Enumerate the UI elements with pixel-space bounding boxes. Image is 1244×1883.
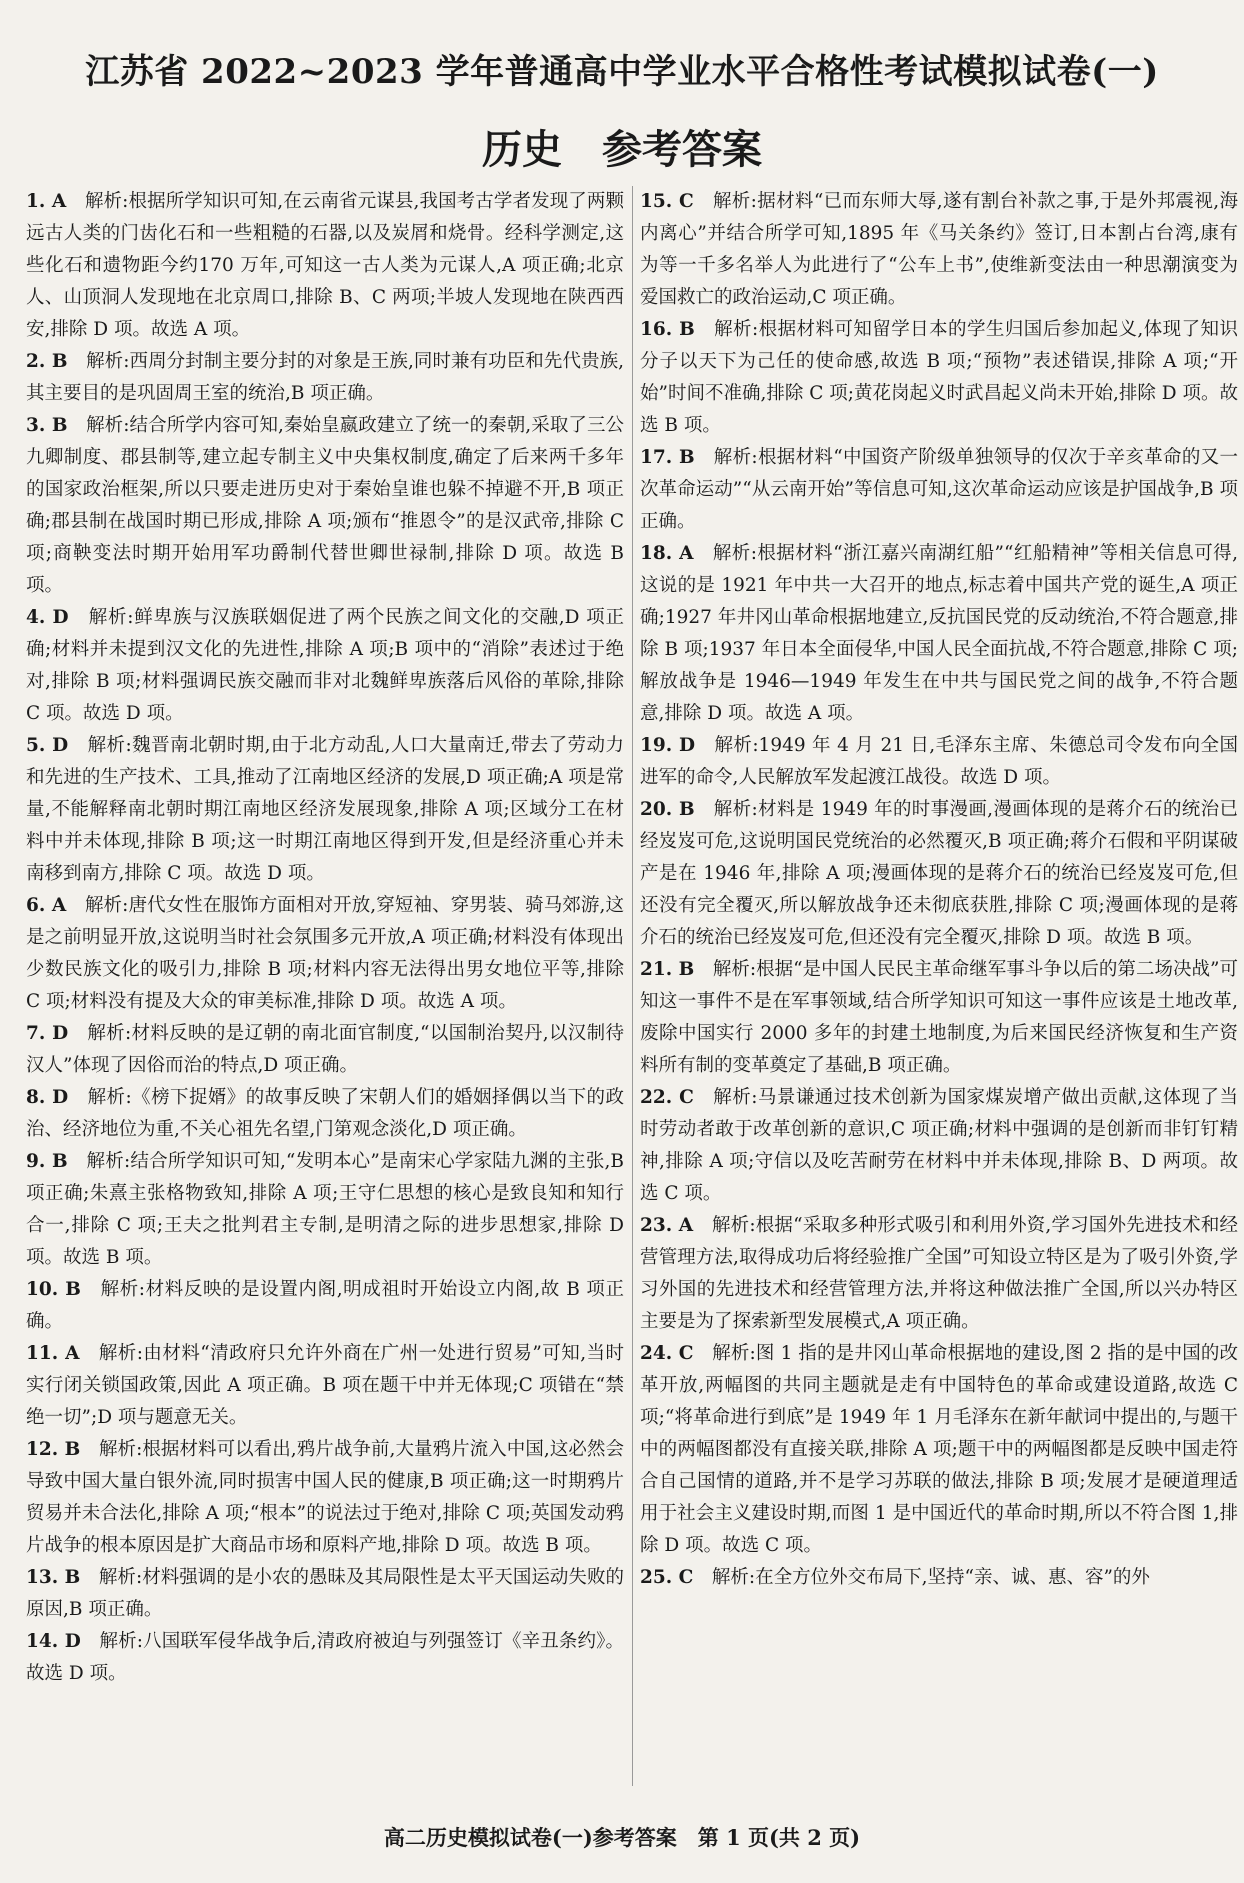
answer-explanation: 解析:据材料“已而东师大辱,遂有割台补款之事,于是外邦震视,海内离心”并结合所学可知,1895 年《马关条约》签订,日本割占台湾,康有为等一千多名举人为此进行了“公车上书”,使维新变法由一种思潮演变为爱国救亡的政治运动,C 项正确。: [640, 191, 1238, 308]
answer-number: 12. B: [26, 1439, 81, 1460]
answer-explanation: 解析:材料反映的是辽朝的南北面官制度,“以国制治契丹,以汉制待汉人”体现了因俗而治的特点,D 项正确。: [26, 1023, 624, 1076]
answer-explanation: 解析:魏晋南北朝时期,由于北方动乱,人口大量南迁,带去了劳动力和先进的生产技术、工具,推动了江南地区经济的发展,D 项正确;A 项是常量,不能解释南北朝时期江南地区经济发展现象,排除 A 项;区域分工在材料中并未体现,排除 B 项;这一时期江南地区得到开发,但是经济重心并未南移到南方,排除 C 项。故选 D 项。: [26, 735, 624, 884]
right-column: [640, 186, 1238, 1786]
answer-explanation: 解析:根据“采取多种形式吸引和利用外资,学习国外先进技术和经营管理方法,取得成功后将经验推广全国”可知设立特区是为了吸引外资,学习外国的先进技术和经营管理方法,并将这种做法推广全国,所以兴办特区主要是为了探索新型发展模式,A 项正确。: [640, 1215, 1238, 1332]
answer-item: [640, 1210, 1238, 1338]
page-title: 江苏省 2022~2023 学年普通高中学业水平合格性考试模拟试卷(一): [85, 52, 1159, 92]
answer-item: [26, 1434, 624, 1562]
answer-item: [640, 730, 1238, 794]
answer-number: 20. B: [640, 799, 695, 820]
answer-number: 16. B: [640, 319, 695, 340]
answer-explanation: 解析:材料是 1949 年的时事漫画,漫画体现的是蒋介石的统治已经岌岌可危,这说明国民党统治的必然覆灭,B 项正确;蒋介石假和平阴谋破产是在 1946 年,排除 A 项;漫画体现的是蒋介石的统治已经岌岌可危,但还没有完全覆灭,所以解放战争还未彻底获胜,排除 C 项;漫画体现的是蒋介石的统治已经岌岌可危,但还没有完全覆灭,排除 D 项。故选 B 项。: [640, 799, 1238, 948]
answer-number: 1. A: [26, 191, 67, 212]
answer-number: 5. D: [26, 735, 69, 756]
answer-number: 19. D: [640, 735, 696, 756]
answer-item: [640, 1082, 1238, 1210]
answer-number: 24. C: [640, 1343, 694, 1364]
answer-item: [26, 1274, 624, 1338]
answer-number: 25. C: [640, 1567, 694, 1588]
answer-number: 4. D: [26, 607, 69, 628]
answer-number: 23. A: [640, 1215, 694, 1236]
answer-item: [640, 794, 1238, 954]
answer-item: [640, 1562, 1238, 1594]
answer-number: 2. B: [26, 351, 68, 372]
answer-item: [640, 314, 1238, 442]
answer-number: 10. B: [26, 1279, 81, 1300]
answer-number: 8. D: [26, 1087, 69, 1108]
answer-explanation: 解析:西周分封制主要分封的对象是王族,同时兼有功臣和先代贵族,其主要目的是巩固周王室的统治,B 项正确。: [26, 351, 624, 404]
answer-item: [640, 954, 1238, 1082]
answer-explanation: 解析:马景谦通过技术创新为国家煤炭增产做出贡献,这体现了当时劳动者敢于改革创新的意识,C 项正确;材料中强调的是创新而非钉钉精神,排除 A 项;守信以及吃苦耐劳在材料中并未体现,排除 B、D 两项。故选 C 项。: [640, 1087, 1238, 1204]
answer-number: 7. D: [26, 1023, 69, 1044]
answer-item: [640, 538, 1238, 730]
answer-item: [640, 1338, 1238, 1562]
answer-explanation: 解析:在全方位外交布局下,坚持“亲、诚、惠、容”的外: [711, 1567, 1150, 1588]
answer-number: 18. A: [640, 543, 694, 564]
answer-explanation: 解析:由材料“清政府只允许外商在广州一处进行贸易”可知,当时实行闭关锁国政策,因此 A 项正确。B 项在题干中并无体现;C 项错在“禁绝一切”;D 项与题意无关。: [26, 1343, 624, 1428]
answer-explanation: 解析:根据“是中国人民民主革命继军事斗争以后的第二场决战”可知这一事件不是在军事领域,结合所学知识可知这一事件应该是土地改革,废除中国实行 2000 多年的封建土地制度,为后来国民经济恢复和生产资料所有制的变革奠定了基础,B 项正确。: [640, 959, 1238, 1076]
answer-explanation: 解析:八国联军侵华战争后,清政府被迫与列强签订《辛丑条约》。故选 D 项。: [26, 1631, 624, 1684]
answer-item: [26, 346, 624, 410]
answer-number: 21. B: [640, 959, 695, 980]
answer-item: [26, 1562, 624, 1626]
answer-number: 15. C: [640, 191, 694, 212]
answer-explanation: 解析:根据材料可知留学日本的学生归国后参加起义,体现了知识分子以天下为己任的使命感,故选 B 项;“预物”表述错误,排除 A 项;“开始”时间不准确,排除 C 项;黄花岗起义时武昌起义尚未开始,排除 D 项。故选 B 项。: [640, 319, 1238, 436]
answer-item: [26, 410, 624, 602]
answer-item: [26, 1018, 624, 1082]
answer-item: [26, 186, 624, 346]
column-divider: [632, 186, 633, 1786]
answer-explanation: 解析:根据材料可以看出,鸦片战争前,大量鸦片流入中国,这必然会导致中国大量白银外流,同时损害中国人民的健康,B 项正确;这一时期鸦片贸易并未合法化,排除 A 项;“根本”的说法过于绝对,排除 C 项;英国发动鸦片战争的根本原因是扩大商品市场和原料产地,排除 D 项。故选 B 项。: [26, 1439, 624, 1556]
answer-number: 3. B: [26, 415, 68, 436]
answer-explanation: 解析:根据材料“浙江嘉兴南湖红船”“红船精神”等相关信息可得,这说的是 1921 年中共一大召开的地点,标志着中国共产党的诞生,A 项正确;1927 年井冈山革命根据地建立,反抗国民党的反动统治,不符合题意,排除 B 项;1937 年日本全面侵华,中国人民全面抗战,不符合题意,排除 C 项;解放战争是 1946—1949 年发生在中共与国民党之间的战争,不符合题意,排除 D 项。故选 A 项。: [640, 543, 1238, 724]
answer-explanation: 解析:图 1 指的是井冈山革命根据地的建设,图 2 指的是中国的改革开放,两幅图的共同主题就是走有中国特色的革命或建设道路,故选 C 项;“将革命进行到底”是 1949 年 1 月毛泽东在新年献词中提出的,与题干中的两幅图都没有直接关联,排除 A 项;题干中的两幅图都是反映中国走符合自己国情的道路,并不是学习苏联的做法,排除 B 项;发展才是硬道理适用于社会主义建设时期,而图 1 是中国近代的革命时期,所以不符合图 1,排除 D 项。故选 C 项。: [640, 1343, 1238, 1556]
answer-item: [640, 186, 1238, 314]
answer-item: [26, 1082, 624, 1146]
answer-item: [26, 1338, 624, 1434]
page-footer: 高二历史模拟试卷(一)参考答案 第 1 页(共 2 页): [383, 1825, 861, 1850]
answer-explanation: 解析:唐代女性在服饰方面相对开放,穿短袖、穿男装、骑马郊游,这是之前明显开放,这说明当时社会氛围多元开放,A 项正确;材料没有体现出少数民族文化的吸引力,排除 B 项;材料内容无法得出男女地位平等,排除 C 项;材料没有提及大众的审美标准,排除 D 项。故选 A 项。: [26, 895, 624, 1012]
left-column: [26, 186, 624, 1786]
answer-number: 22. C: [640, 1087, 694, 1108]
page-subtitle: 历史 参考答案: [482, 126, 762, 173]
answer-number: 17. B: [640, 447, 695, 468]
answer-explanation: 解析:材料反映的是设置内阁,明成祖时开始设立内阁,故 B 项正确。: [26, 1279, 624, 1332]
answer-item: [26, 890, 624, 1018]
answer-item: [640, 442, 1238, 538]
answer-explanation: 解析:材料强调的是小农的愚昧及其局限性是太平天国运动失败的原因,B 项正确。: [26, 1567, 624, 1620]
answer-explanation: 解析:1949 年 4 月 21 日,毛泽东主席、朱德总司令发布向全国进军的命令,人民解放军发起渡江战役。故选 D 项。: [640, 735, 1238, 788]
answer-item: [26, 730, 624, 890]
answer-number: 14. D: [26, 1631, 81, 1652]
answer-explanation: 解析:鲜卑族与汉族联姻促进了两个民族之间文化的交融,D 项正确;材料并未提到汉文化的先进性,排除 A 项;B 项中的“消除”表述过于绝对,排除 B 项;材料强调民族交融而非对北魏鲜卑族落后风俗的革除,排除 C 项。故选 D 项。: [26, 607, 624, 724]
answer-item: [26, 602, 624, 730]
answer-number: 13. B: [26, 1567, 81, 1588]
answer-explanation: 解析:《榜下捉婿》的故事反映了宋朝人们的婚姻择偶以当下的政治、经济地位为重,不关心祖先名望,门第观念淡化,D 项正确。: [26, 1087, 624, 1140]
answer-number: 6. A: [26, 895, 67, 916]
answer-number: 9. B: [26, 1151, 68, 1172]
answer-explanation: 解析:根据材料“中国资产阶级单独领导的仅次于辛亥革命的又一次革命运动”“从云南开始”等信息可知,这次革命运动应该是护国战争,B 项正确。: [640, 447, 1238, 532]
answer-explanation: 解析:结合所学知识可知,“发明本心”是南宋心学家陆九渊的主张,B 项正确;朱熹主张格物致知,排除 A 项;王守仁思想的核心是致良知和知行合一,排除 C 项;王夫之批判君主专制,是明清之际的进步思想家,排除 D 项。故选 B 项。: [26, 1151, 624, 1268]
answer-explanation: 解析:结合所学内容可知,秦始皇嬴政建立了统一的秦朝,采取了三公九卿制度、郡县制等,建立起专制主义中央集权制度,确定了后来两千多年的国家政治框架,所以只要走进历史对于秦始皇谁也躲不掉避不开,B 项正确;郡县制在战国时期已形成,排除 A 项;颁布“推恩令”的是汉武帝,排除 C 项;商鞅变法时期开始用军功爵制代替世卿世禄制,排除 D 项。故选 B 项。: [26, 415, 624, 596]
answer-number: 11. A: [26, 1343, 80, 1364]
answer-explanation: 解析:根据所学知识可知,在云南省元谋县,我国考古学者发现了两颗远古人类的门齿化石和一些粗糙的石器,以及炭屑和烧骨。经科学测定,这些化石和遗物距今约170 万年,可知这一古人类为元谋人,A 项正确;北京人、山顶洞人发现地在北京周口,排除 B、C 两项;半坡人发现地在陕西西安,排除 D 项。故选 A 项。: [26, 191, 624, 340]
answer-item: [26, 1626, 624, 1690]
answer-item: [26, 1146, 624, 1274]
